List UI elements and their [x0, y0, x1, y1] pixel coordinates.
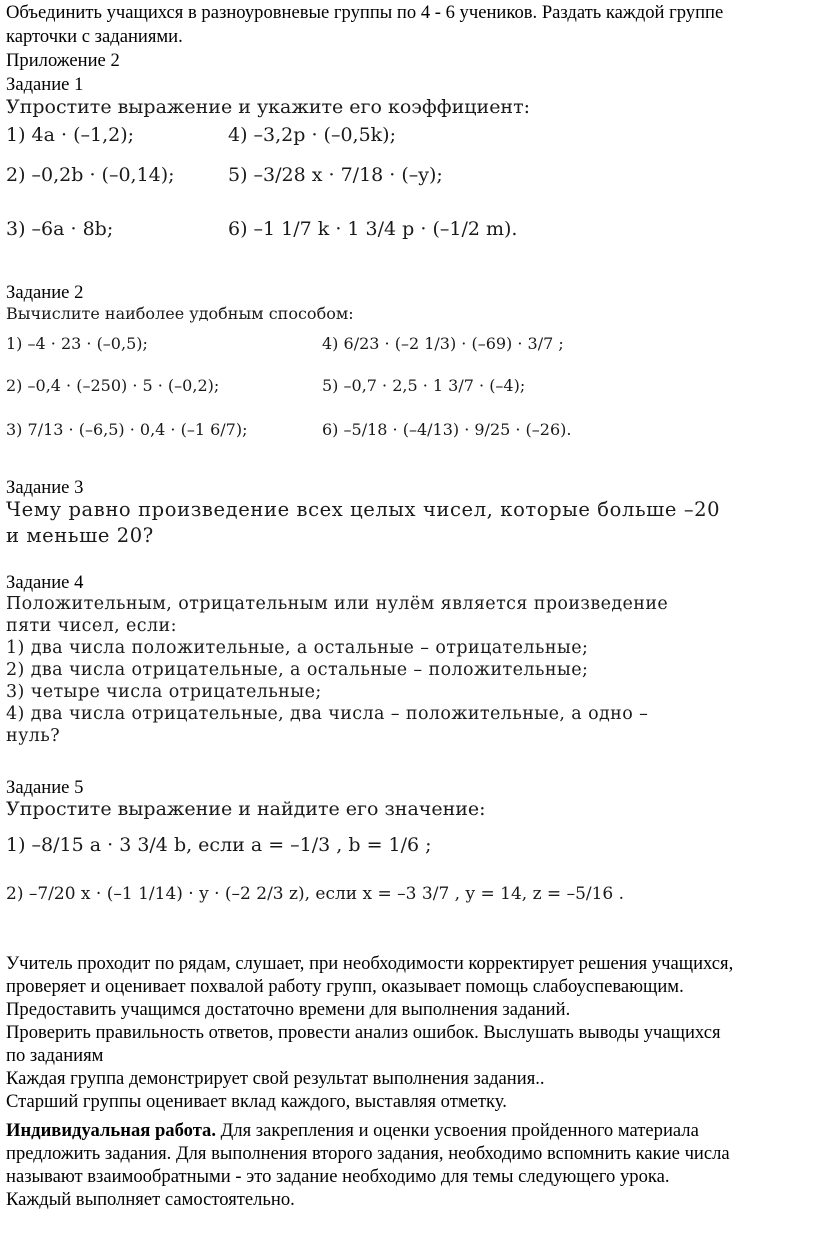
- task-2-heading: Задание 2: [6, 282, 84, 303]
- task-4-line-7: нуль?: [6, 726, 60, 746]
- task-4-line-4: 2) два числа отрицательные, а остальные – положительные;: [6, 660, 589, 680]
- task-5-item-2: 2) –7/20 x · (–1 1/14) · y · (–2 2/3 z), если x = –3 3/7 , y = 14, z = –5/16 .: [6, 884, 625, 904]
- task-4-card: [6, 594, 806, 754]
- task-1-item-5: 5) –3/28 x · 7/18 · (–y);: [228, 164, 443, 186]
- appendix-label: Приложение 2: [6, 50, 120, 71]
- task-4-line-5: 3) четыре числа отрицательные;: [6, 682, 322, 702]
- task-2-card: [6, 304, 806, 464]
- paragraph-line-6: Каждая группа демонстрирует свой результат выполнения задания..: [6, 1068, 545, 1089]
- task-1-instruction: Упростите выражение и укажите его коэффициент:: [6, 96, 531, 118]
- task-5-item-1: 1) –8/15 a · 3 3/4 b, если a = –1/3 , b = 1/6 ;: [6, 834, 432, 856]
- paragraph-line-3: Предоставить учащимся достаточно времени для выполнения заданий.: [6, 999, 571, 1020]
- individual-bold-label: Индивидуальная работа.: [6, 1120, 216, 1141]
- task-3-heading: Задание 3: [6, 477, 84, 498]
- task-4-line-1: Положительным, отрицательным или нулём является произведение: [6, 594, 669, 614]
- task-2-item-2: 2) –0,4 · (–250) · 5 · (–0,2);: [6, 376, 220, 395]
- task-1-item-4: 4) –3,2p · (–0,5k);: [228, 124, 396, 146]
- paragraph-line-4: Проверить правильность ответов, провести анализ ошибок. Выслушать выводы учащихся: [6, 1022, 721, 1043]
- task-2-item-6: 6) –5/18 · (–4/13) · 9/25 · (–26).: [322, 420, 572, 439]
- individual-line-3: называют взаимообратными - это задание необходимо для темы следующего урока.: [6, 1166, 670, 1187]
- task-3-line-1: Чему равно произведение всех целых чисел, которые больше –20: [6, 498, 721, 521]
- individual-line-4: Каждый выполняет самостоятельно.: [6, 1189, 295, 1210]
- task-1-item-1: 1) 4a · (–1,2);: [6, 124, 135, 146]
- intro-line-2: карточки с заданиями.: [6, 26, 183, 47]
- task-4-line-2: пяти чисел, если:: [6, 616, 177, 636]
- intro-line-1: Объединить учащихся в разноуровневые группы по 4 - 6 учеников. Раздать каждой группе: [6, 2, 724, 23]
- task-2-item-1: 1) –4 · 23 · (–0,5);: [6, 334, 148, 353]
- task-1-item-3: 3) –6a · 8b;: [6, 218, 114, 240]
- task-2-item-5: 5) –0,7 · 2,5 · 1 3/7 · (–4);: [322, 376, 526, 395]
- individual-line-1: [6, 1120, 814, 1143]
- task-4-heading: Задание 4: [6, 572, 84, 593]
- task-3-card: [6, 498, 806, 558]
- task-4-line-6: 4) два числа отрицательные, два числа – положительные, а одно –: [6, 704, 649, 724]
- individual-line-2: предложить задания. Для выполнения второго задания, необходимо вспомнить какие числа: [6, 1143, 730, 1164]
- task-4-line-3: 1) два числа положительные, а остальные – отрицательные;: [6, 638, 589, 658]
- task-5-instruction: Упростите выражение и найдите его значение:: [6, 798, 486, 820]
- individual-text-1: Для закрепления и оценки усвоения пройденного материала: [216, 1120, 699, 1141]
- task-3-line-2: и меньше 20?: [6, 524, 154, 547]
- paragraph-line-7: Старший группы оценивает вклад каждого, выставляя отметку.: [6, 1091, 507, 1112]
- task-2-item-4: 4) 6/23 · (–2 1/3) · (–69) · 3/7 ;: [322, 334, 564, 353]
- paragraph-line-5: по заданиям: [6, 1045, 104, 1066]
- task-5-card: [6, 798, 806, 928]
- paragraph-line-1: Учитель проходит по рядам, слушает, при необходимости корректирует решения учащихся,: [6, 953, 734, 974]
- task-2-instruction: Вычислите наиболее удобным способом:: [6, 304, 354, 323]
- task-1-item-2: 2) –0,2b · (–0,14);: [6, 164, 175, 186]
- task-5-heading: Задание 5: [6, 777, 84, 798]
- task-1-item-6: 6) –1 1/7 k · 1 3/4 p · (–1/2 m).: [228, 218, 518, 240]
- task-2-item-3: 3) 7/13 · (–6,5) · 0,4 · (–1 6/7);: [6, 420, 248, 439]
- task-1-heading: Задание 1: [6, 74, 84, 95]
- task-1-card: [6, 96, 806, 266]
- paragraph-line-2: проверяет и оценивает похвалой работу групп, оказывает помощь слабоуспевающим.: [6, 976, 684, 997]
